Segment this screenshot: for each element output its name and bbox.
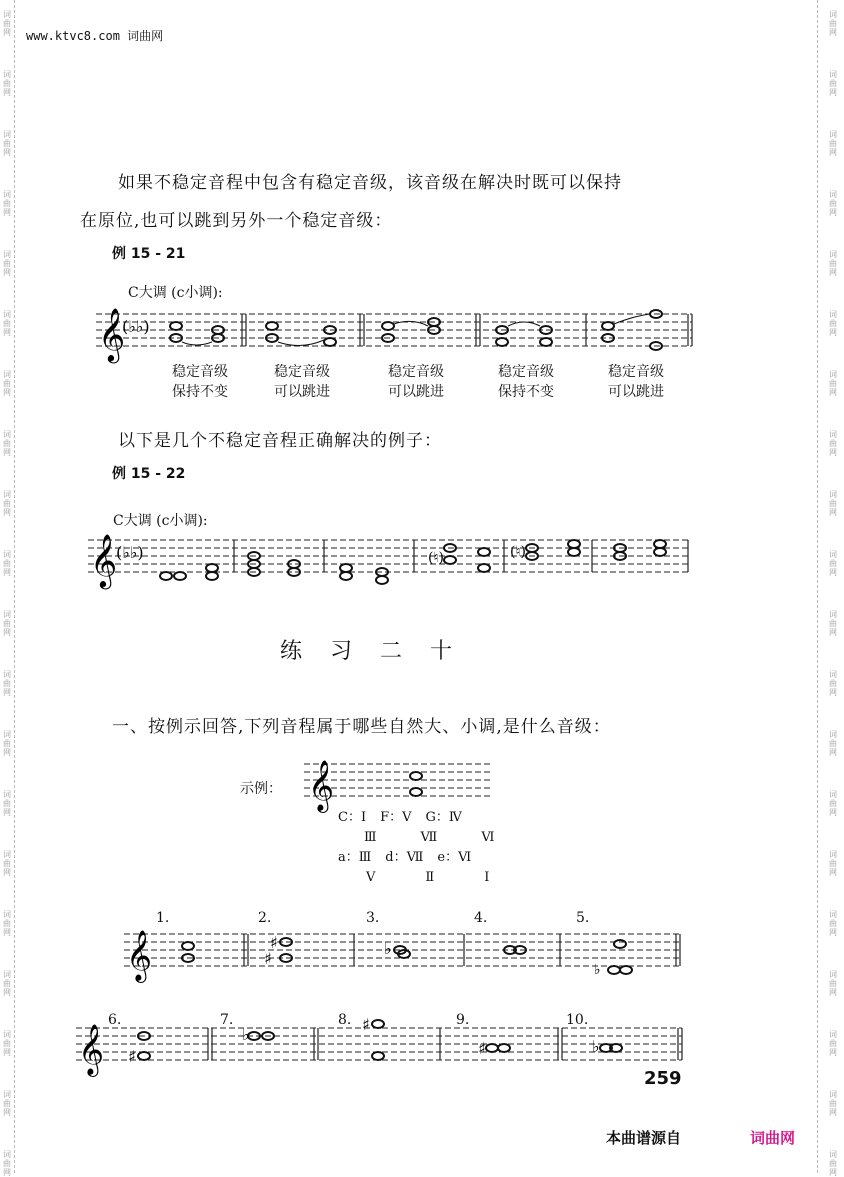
watermark-glyphs: 词 曲 网 bbox=[3, 670, 11, 697]
watermark-glyphs: 词 曲 网 bbox=[829, 670, 837, 697]
svg-text:♭: ♭ bbox=[594, 962, 601, 978]
footer-brand-link[interactable]: 词曲网 bbox=[750, 1129, 796, 1147]
svg-text:(♭♭): (♭♭) bbox=[116, 543, 144, 562]
watermark-glyphs: 词 曲 网 bbox=[3, 550, 11, 577]
watermark-glyphs: 词 曲 网 bbox=[829, 970, 837, 997]
site-header[interactable]: www.ktvc8.com 词曲网 bbox=[26, 29, 164, 43]
staff-example-1 bbox=[96, 300, 696, 370]
watermark-glyphs: 词 曲 网 bbox=[3, 790, 11, 817]
svg-text:(♮): (♮) bbox=[428, 550, 444, 566]
watermark-glyphs: 词 曲 网 bbox=[829, 70, 837, 97]
watermark-glyphs: 词 曲 网 bbox=[829, 190, 837, 217]
svg-text:♯: ♯ bbox=[270, 933, 278, 952]
svg-text:(♭♭): (♭♭) bbox=[122, 317, 150, 336]
exercise-number-10: 10. bbox=[566, 1012, 589, 1028]
example-1-key: C大调 (c小调): bbox=[128, 285, 223, 301]
intro-line-1: 如果不稳定音程中包含有稳定音级，该音级在解决时既可以保持 bbox=[118, 173, 622, 193]
watermark-glyphs: 词 曲 网 bbox=[3, 970, 11, 997]
exercise-number-9: 9. bbox=[456, 1012, 470, 1028]
degree-grid: C：Ⅰ F：Ⅴ G：Ⅳ Ⅲ Ⅶ Ⅵ a：Ⅲ d：Ⅶ e：Ⅵ Ⅴ Ⅱ Ⅰ bbox=[338, 810, 495, 885]
caption-5: 稳定音级 可以跳进 bbox=[608, 364, 664, 400]
svg-text:♭: ♭ bbox=[592, 1037, 600, 1056]
watermark-glyphs: 词 曲 网 bbox=[3, 430, 11, 457]
watermark-glyphs: 词 曲 网 bbox=[829, 10, 837, 37]
middle-text: 以下是几个不稳定音程正确解决的例子： bbox=[118, 431, 442, 451]
watermark-glyphs: 词 曲 网 bbox=[829, 1030, 837, 1057]
treble-clef-icon: 𝄞 bbox=[308, 760, 335, 811]
example-2-label: 例 15 - 22 bbox=[112, 466, 186, 482]
svg-text:♯: ♯ bbox=[362, 1015, 370, 1034]
watermark-glyphs: 词 曲 网 bbox=[829, 550, 837, 577]
svg-text:♭: ♭ bbox=[384, 939, 392, 958]
exercise-number-2: 2. bbox=[258, 910, 272, 926]
footer-source: 本曲谱源自 bbox=[606, 1129, 682, 1147]
example-2-key: C大调 (c小调): bbox=[113, 513, 208, 529]
svg-text:(♮): (♮) bbox=[510, 544, 526, 560]
watermark-glyphs: 词 曲 网 bbox=[829, 790, 837, 817]
svg-text:♯: ♯ bbox=[128, 1047, 136, 1066]
treble-clef-icon: 𝄞 bbox=[78, 1024, 105, 1075]
watermark-glyphs: 词 曲 网 bbox=[3, 1030, 11, 1057]
caption-3: 稳定音级 可以跳进 bbox=[388, 364, 444, 400]
watermark-glyphs: 词 曲 网 bbox=[3, 850, 11, 877]
watermark-glyphs: 词 曲 网 bbox=[3, 130, 11, 157]
staff-example-2 bbox=[88, 528, 688, 598]
treble-clef-icon: 𝄞 bbox=[98, 307, 126, 361]
watermark-glyphs: 词 曲 网 bbox=[3, 490, 11, 517]
watermark-glyphs: 词 曲 网 bbox=[3, 730, 11, 757]
watermark-glyphs: 词 曲 网 bbox=[829, 430, 837, 457]
exercise-number-8: 8. bbox=[338, 1012, 352, 1028]
watermark-glyphs: 词 曲 网 bbox=[829, 490, 837, 517]
treble-clef-icon: 𝄞 bbox=[126, 930, 153, 981]
watermark-glyphs: 词 曲 网 bbox=[829, 1090, 837, 1117]
watermark-glyphs: 词 曲 网 bbox=[829, 310, 837, 337]
watermark-glyphs: 词 曲 网 bbox=[3, 250, 11, 277]
page-number: 259 bbox=[644, 1068, 682, 1089]
watermark-glyphs: 词 曲 网 bbox=[3, 370, 11, 397]
exercise-number-7: 7. bbox=[220, 1012, 234, 1028]
exercise-number-4: 4. bbox=[474, 910, 488, 926]
watermark-glyphs: 词 曲 网 bbox=[829, 910, 837, 937]
watermark-glyphs: 词 曲 网 bbox=[3, 1090, 11, 1117]
intro-line-2: 在原位,也可以跳到另外一个稳定音级： bbox=[80, 211, 393, 231]
exercise-question: 一、按例示回答,下列音程属于哪些自然大、小调,是什么音级： bbox=[112, 717, 611, 737]
exercise-number-5: 5. bbox=[576, 910, 590, 926]
exercise-staff-2 bbox=[76, 1015, 686, 1078]
watermark-glyphs: 词 曲 网 bbox=[3, 1150, 11, 1177]
svg-text:♯: ♯ bbox=[478, 1039, 486, 1058]
left-watermark-strip bbox=[0, 0, 15, 1177]
watermark-glyphs: 词 曲 网 bbox=[829, 370, 837, 397]
watermark-glyphs: 词 曲 网 bbox=[3, 10, 11, 37]
watermark-glyphs: 词 曲 网 bbox=[829, 850, 837, 877]
watermark-glyphs: 词 曲 网 bbox=[3, 310, 11, 337]
caption-2: 稳定音级 可以跳进 bbox=[274, 364, 330, 400]
exercise-number-6: 6. bbox=[108, 1012, 122, 1028]
caption-1: 稳定音级 保持不变 bbox=[172, 364, 228, 400]
watermark-glyphs: 词 曲 网 bbox=[3, 190, 11, 217]
watermark-glyphs: 词 曲 网 bbox=[3, 70, 11, 97]
watermark-glyphs: 词 曲 网 bbox=[3, 610, 11, 637]
exercise-title: 练习二十 bbox=[280, 639, 481, 664]
watermark-glyphs: 词 曲 网 bbox=[829, 250, 837, 277]
watermark-glyphs: 词 曲 网 bbox=[3, 910, 11, 937]
watermark-glyphs: 词 曲 网 bbox=[829, 130, 837, 157]
exercise-number-1: 1. bbox=[156, 910, 170, 926]
exercise-staff-1 bbox=[124, 924, 684, 984]
sample-label: 示例： bbox=[240, 781, 282, 797]
watermark-glyphs: 词 曲 网 bbox=[829, 610, 837, 637]
right-watermark-strip bbox=[817, 0, 844, 1177]
treble-clef-icon: 𝄞 bbox=[90, 533, 118, 587]
svg-text:♯: ♯ bbox=[264, 949, 272, 968]
sample-staff bbox=[304, 756, 494, 816]
example-1-label: 例 15 - 21 bbox=[112, 246, 186, 262]
watermark-glyphs: 词 曲 网 bbox=[829, 730, 837, 757]
exercise-number-3: 3. bbox=[366, 910, 380, 926]
svg-text:♭: ♭ bbox=[242, 1025, 250, 1044]
caption-4: 稳定音级 保持不变 bbox=[498, 364, 554, 400]
watermark-glyphs: 词 曲 网 bbox=[829, 1150, 837, 1177]
